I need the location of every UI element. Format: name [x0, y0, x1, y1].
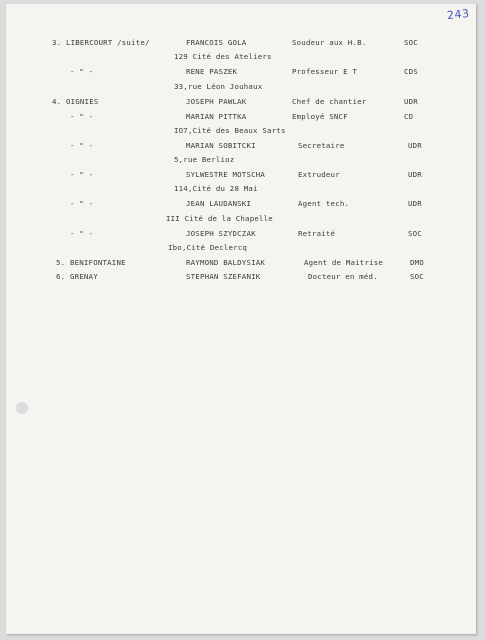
person-name: JEAN LAUDANSKI: [186, 199, 252, 208]
commune: - " -: [70, 67, 94, 76]
address-row: [6, 154, 476, 166]
occupation: Docteur en méd.: [308, 272, 378, 281]
person-name: STEPHAN SZEFANIK: [186, 272, 261, 281]
entry-row: [6, 228, 476, 240]
person-name: RAYMOND BALDYSIAK: [186, 258, 266, 267]
occupation: Employé SNCF: [292, 112, 348, 121]
address: 114,Cité du 28 Mai: [174, 184, 258, 193]
entry-row: [6, 169, 476, 181]
address-row: [6, 81, 476, 93]
address: Ibo,Cité Declercq: [168, 243, 248, 252]
commune: - " -: [70, 141, 94, 150]
address-row: [6, 242, 476, 254]
commune: - " -: [70, 112, 94, 121]
commune: 5. BENIFONTAINE: [56, 258, 126, 267]
party: CD: [404, 112, 414, 121]
address: III Cité de la Chapelle: [166, 214, 273, 223]
party: SOC: [410, 272, 424, 281]
address: 5,rue Berlioz: [174, 155, 235, 164]
party: SOC: [404, 38, 418, 47]
commune: - " -: [70, 170, 94, 179]
address-row: [6, 125, 476, 137]
commune: 6. GRENAY: [56, 272, 98, 281]
address-row: [6, 213, 476, 225]
occupation: Agent de Maitrise: [304, 258, 384, 267]
address-row: [6, 183, 476, 195]
person-name: JOSEPH PAWLAK: [186, 97, 247, 106]
address: 33,rue Léon Jouhaux: [174, 82, 263, 91]
party: UDR: [408, 199, 422, 208]
party: UDR: [408, 141, 422, 150]
party: DMO: [410, 258, 424, 267]
occupation: Professeur E T: [292, 67, 358, 76]
entry-row: [6, 257, 476, 269]
document-page: [6, 4, 476, 634]
person-name: JOSEPH SZYDCZAK: [186, 229, 256, 238]
party: UDR: [404, 97, 418, 106]
entry-row: [6, 96, 476, 108]
person-name: FRANCOIS GOLA: [186, 38, 247, 47]
person-name: MARIAN SOBITCKI: [186, 141, 256, 150]
occupation: Soudeur aux H.B.: [292, 38, 367, 47]
party: UDR: [408, 170, 422, 179]
entry-row: [6, 140, 476, 152]
entry-row: [6, 37, 476, 49]
address-row: [6, 51, 476, 63]
party: CDS: [404, 67, 418, 76]
party: SOC: [408, 229, 422, 238]
occupation: Chef de chantier: [292, 97, 367, 106]
entry-row: [6, 111, 476, 123]
entry-row: [6, 198, 476, 210]
occupation: Agent tech.: [298, 199, 350, 208]
entry-row: [6, 66, 476, 78]
page-number: 243: [446, 6, 471, 23]
person-name: RENE PASZEK: [186, 67, 238, 76]
punch-hole: [16, 402, 28, 414]
commune: 4. OIGNIES: [52, 97, 99, 106]
entry-row: [6, 271, 476, 283]
commune: - " -: [70, 199, 94, 208]
address: IO7,Cité des Beaux Sarts: [174, 126, 286, 135]
occupation: Secretaire: [298, 141, 345, 150]
occupation: Retraité: [298, 229, 336, 238]
person-name: MARIAN PITTKA: [186, 112, 247, 121]
address: 129 Cité des Ateliers: [174, 52, 272, 61]
occupation: Extrudeur: [298, 170, 340, 179]
commune: 3. LIBERCOURT /suite/: [52, 38, 150, 47]
commune: - " -: [70, 229, 94, 238]
person-name: SYLWESTRE MOTSCHA: [186, 170, 266, 179]
